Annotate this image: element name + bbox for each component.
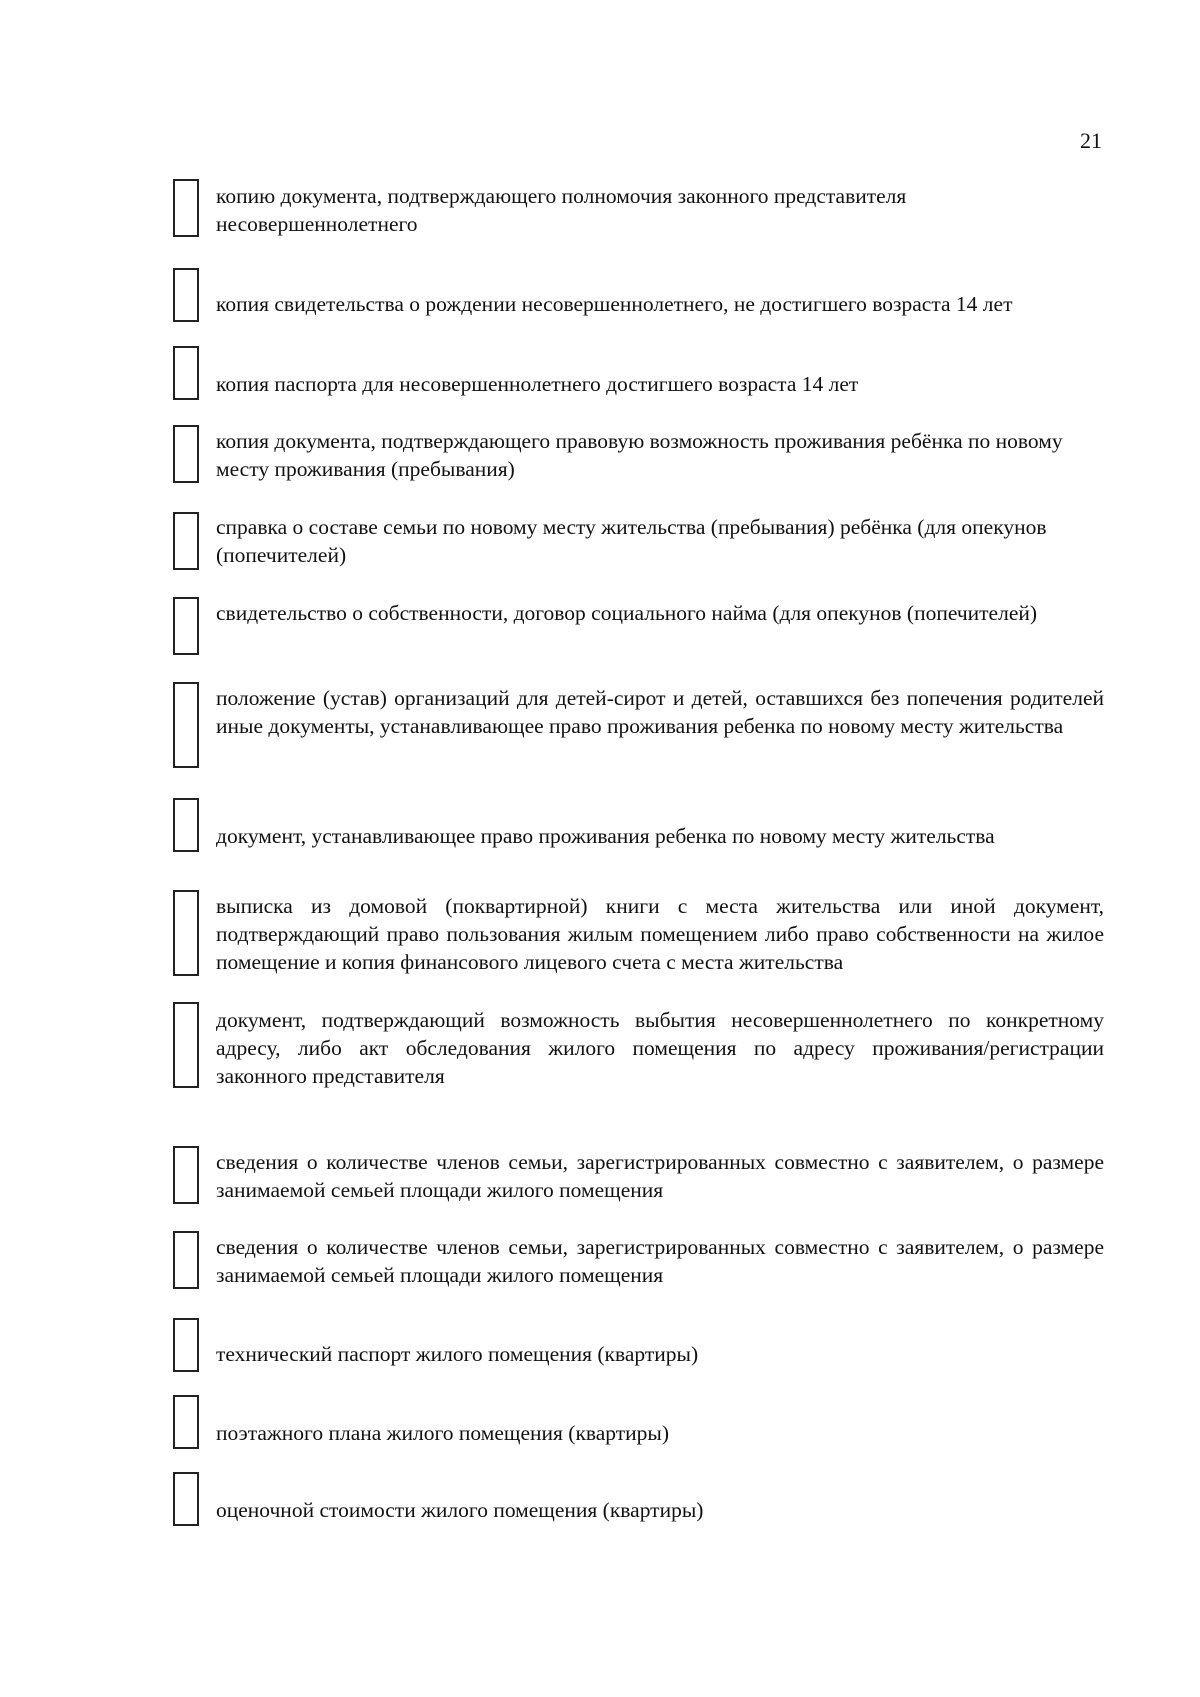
checkbox[interactable] (173, 512, 199, 570)
checkbox[interactable] (173, 682, 199, 768)
page-number: 21 (1080, 128, 1102, 153)
item-label: выписка из домовой (поквартирной) книги с места жительства или иной документ, подтверждающий право пользования жилым помещением либо право собственности на жилое помещение и копия финансового лицевого счета с места жительства (216, 894, 1104, 974)
item-label: копия свидетельства о рождении несовершеннолетнего, не достигшего возраста 14 лет (216, 292, 1013, 316)
item-label: свидетельство о собственности, договор социального найма (для опекунов (попечителей) (216, 601, 1038, 625)
item-label: копию документа, подтверждающего полномочия законного представителя несовершеннолетнего (216, 184, 907, 236)
item-label: сведения о количестве членов семьи, зарегистрированных совместно с заявителем, о размере занимаемой семьей площади жилого помещения (216, 1235, 1104, 1287)
checkbox[interactable] (173, 1395, 199, 1449)
item-label: технический паспорт жилого помещения (квартиры) (216, 1342, 699, 1366)
checkbox[interactable] (173, 1146, 199, 1204)
checkbox[interactable] (173, 1002, 199, 1088)
checkbox[interactable] (173, 1231, 199, 1289)
item-label: документ, подтверждающий возможность выбытия несовершеннолетнего по конкретному адресу, либо акт обследования жилого помещения по адресу проживания/регистрации законного представителя (216, 1008, 1104, 1088)
item-label: документ, устанавливающее право проживания ребенка по новому месту жительства (216, 824, 995, 848)
item-label: положение (устав) организаций для детей-сирот и детей, оставшихся без попечения родителей иные документы, устанавливающее право проживания ребенка по новому месту жительства (216, 686, 1104, 738)
checkbox[interactable] (173, 179, 199, 237)
item-label: оценочной стоимости жилого помещения (квартиры) (216, 1498, 704, 1522)
item-label: копия документа, подтверждающего правовую возможность проживания ребёнка по новому месту проживания (пребывания) (216, 429, 1063, 481)
item-label: копия паспорта для несовершеннолетнего достигшего возраста 14 лет (216, 372, 859, 396)
checkbox[interactable] (173, 798, 199, 852)
item-label: справка о составе семьи по новому месту жительства (пребывания) ребёнка (для опекунов (попечителей) (216, 515, 1047, 567)
checkbox[interactable] (173, 597, 199, 655)
checkbox[interactable] (173, 425, 199, 483)
checkbox[interactable] (173, 1318, 199, 1372)
checkbox[interactable] (173, 346, 199, 400)
checkbox[interactable] (173, 1472, 199, 1526)
checkbox[interactable] (173, 268, 199, 322)
item-label: поэтажного плана жилого помещения (квартиры) (216, 1421, 670, 1445)
item-label: сведения о количестве членов семьи, зарегистрированных совместно с заявителем, о размере занимаемой семьей площади жилого помещения (216, 1150, 1104, 1202)
checkbox[interactable] (173, 890, 199, 976)
